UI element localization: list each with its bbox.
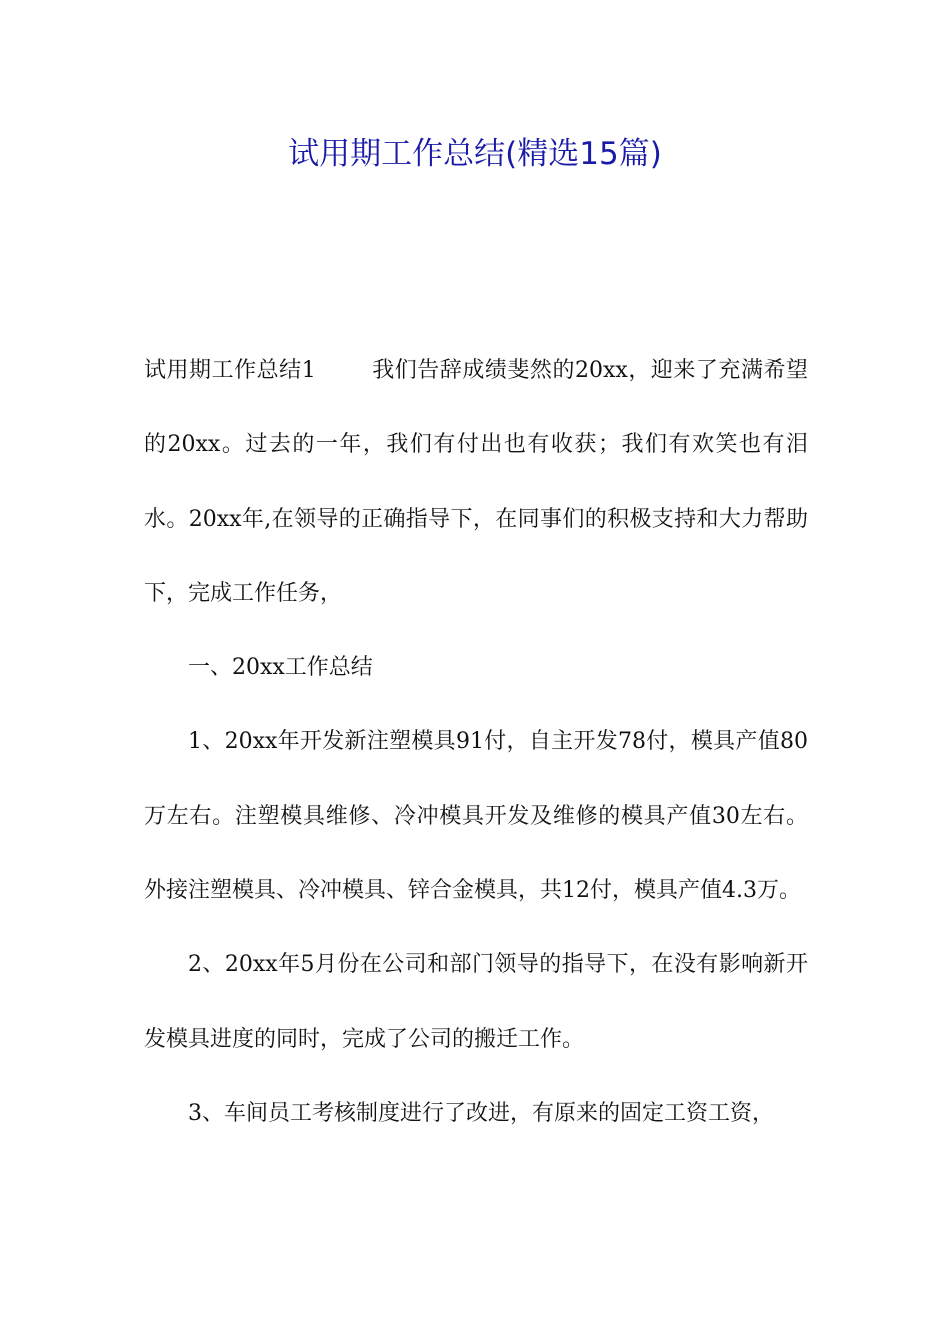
document-body: [144, 334, 808, 1151]
document-title: 试用期工作总结(精选15篇): [288, 136, 662, 172]
paragraph-intro: [144, 334, 808, 631]
paragraph-item-1: 1、20xx年开发新注塑模具91付，自主开发78付，模具产值80万左右。注塑模具维修、冷冲模具开发及维修的模具产值30左右。外接注塑模具、冷冲模具、锌合金模具，共12付，模具产值4.3万。: [144, 729, 808, 904]
intro-text: 我们告辞成绩斐然的20xx，迎来了充满希望的20xx。过去的一年，我们有付出也有收获；我们有欢笑也有泪水。20xx年,在领导的正确指导下，在同事们的积极支持和大力帮助下，完成工作任务，: [144, 358, 809, 606]
paragraph-item-3: 3、车间员工考核制度进行了改进，有原来的固定工资工资，: [188, 1100, 774, 1126]
paragraph-item-2: 2、20xx年5月份在公司和部门领导的指导下，在没有影响新开发模具进度的同时，完成了公司的搬迁工作。: [144, 952, 808, 1052]
section-heading: 试用期工作总结1: [144, 358, 316, 383]
paragraph-summary-heading: 一、20xx工作总结: [188, 655, 373, 681]
